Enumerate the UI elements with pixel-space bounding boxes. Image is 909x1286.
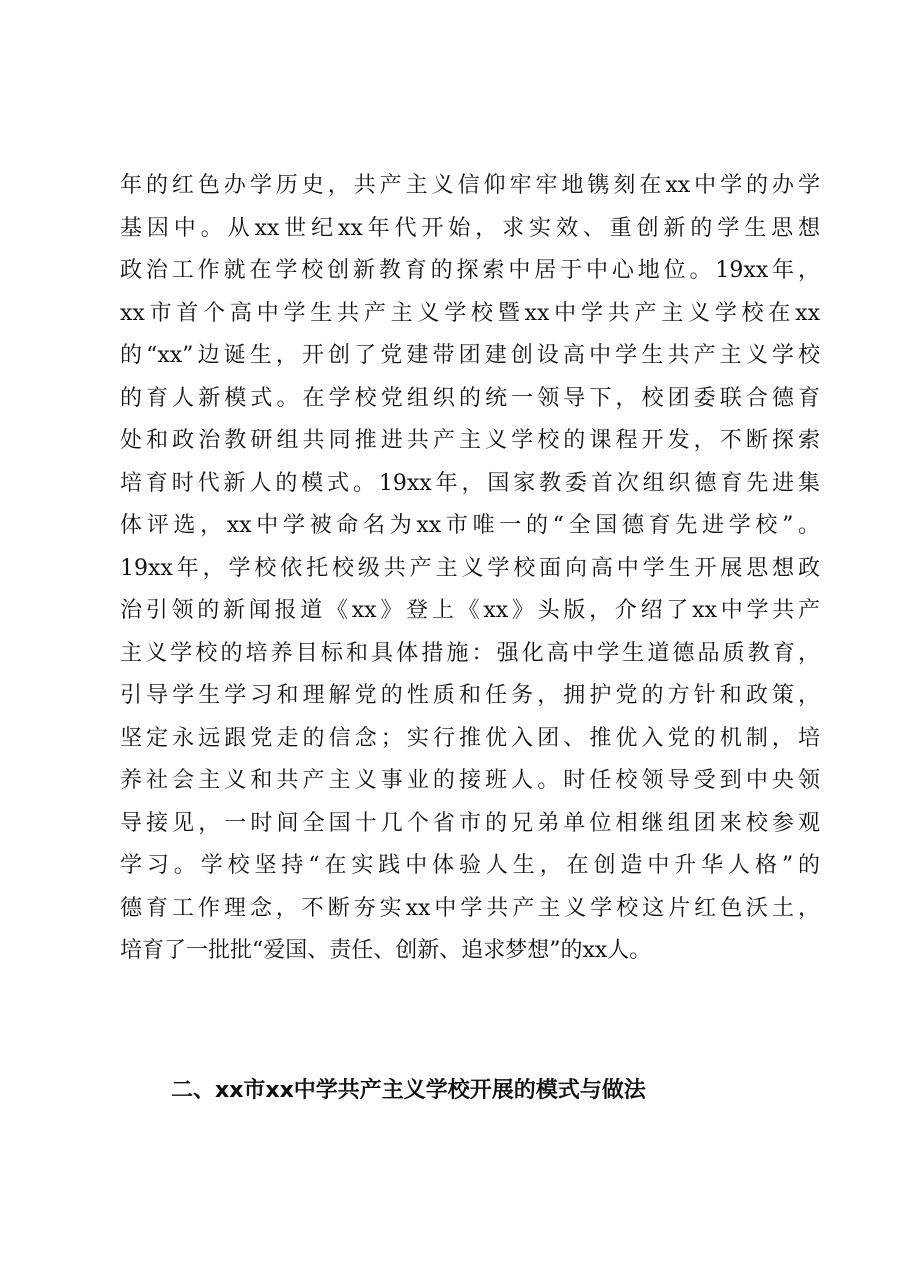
paragraph-line: 学习。学校坚持“在实践中体验人生，在创造中升华人格”的	[120, 853, 820, 878]
paragraph-line: 的育人新模式。在学校党组织的统一领导下，校团委联合德育	[120, 385, 820, 411]
paragraph-line: 19xx年，学校依托校级共产主义学校面向高中学生开展思想政	[120, 555, 820, 581]
paragraph-line: 培育时代新人的模式。19xx年，国家教委首次组织德育先进集	[120, 470, 820, 496]
body-paragraph	[120, 165, 820, 973]
paragraph-line: 体评选，xx中学被命名为xx市唯一的“全国德育先进学校”。	[120, 513, 820, 538]
paragraph-line: xx市首个高中学生共产主义学校暨xx中学共产主义学校在xx	[120, 300, 820, 326]
paragraph-line: 年的红色办学历史，共产主义信仰牢牢地镌刻在xx中学的办学	[120, 173, 820, 198]
paragraph-line: 政治工作就在学校创新教育的探索中居于中心地位。19xx年，	[120, 258, 820, 283]
paragraph-line: 德育工作理念，不断夯实xx中学共产主义学校这片红色沃土，	[120, 895, 820, 921]
paragraph-line: 坚定永远跟党走的信念；实行推优入团、推优入党的机制，培	[120, 725, 820, 751]
paragraph-line: 培育了一批批“爱国、责任、创新、追求梦想”的xx人。	[120, 938, 652, 963]
paragraph-line: 主义学校的培养目标和具体措施：强化高中学生道德品质教育，	[120, 640, 820, 666]
paragraph-line: 治引领的新闻报道《xx》登上《xx》头版，介绍了xx中学共产	[120, 598, 820, 623]
paragraph-line: 引导学生学习和理解党的性质和任务，拥护党的方针和政策，	[120, 683, 820, 708]
paragraph-line: 基因中。从xx世纪xx年代开始，求实效、重创新的学生思想	[120, 215, 820, 241]
section-heading: 二、xx市xx中学共产主义学校开展的模式与做法	[171, 1078, 646, 1103]
paragraph-line: 的“xx”边诞生，开创了党建带团建创设高中学生共产主义学校	[120, 343, 820, 368]
paragraph-line: 养社会主义和共产主义事业的接班人。时任校领导受到中央领	[120, 768, 820, 793]
paragraph-line: 导接见，一时间全国十几个省市的兄弟单位相继组团来校参观	[120, 810, 820, 836]
paragraph-line: 处和政治教研组共同推进共产主义学校的课程开发，不断探索	[120, 428, 820, 453]
